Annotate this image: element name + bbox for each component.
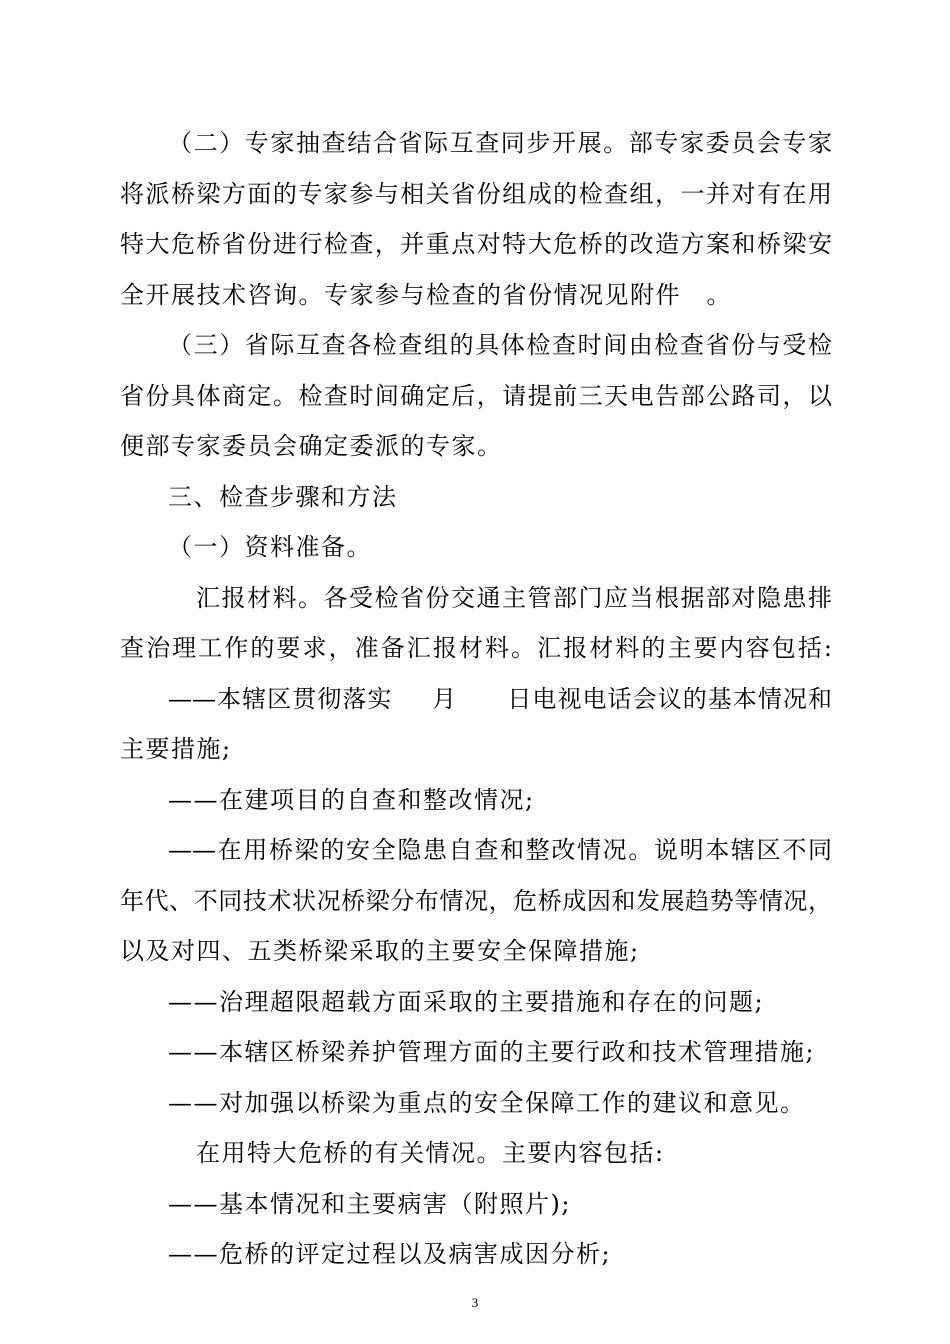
- list-item: ——对加强以桥梁为重点的安全保障工作的建议和意见。: [168, 1089, 806, 1117]
- paragraph-line: 以及对四、五类桥梁采取的主要安全保障措施;: [120, 937, 640, 965]
- paragraph-line: 便部专家委员会确定委派的专家。: [120, 432, 503, 460]
- paragraph-line: 年代、不同技术状况桥梁分布情况，危桥成因和发展趋势等情况，: [120, 887, 832, 915]
- paragraph-line: 全开展技术咨询。专家参与检查的省份情况见附件 。: [120, 281, 732, 309]
- list-item: ——本辖区贯彻落实 月 日电视电话会议的基本情况和: [168, 685, 832, 713]
- list-item: ——在用桥梁的安全隐患自查和整改情况。说明本辖区不同: [168, 836, 832, 864]
- paragraph-line: 汇报材料。各受检省份交通主管部门应当根据部对隐患排: [196, 584, 832, 612]
- paragraph-line: 主要措施;: [120, 735, 232, 763]
- paragraph-line: 特大危桥省份进行检查，并重点对特大危桥的改造方案和桥梁安: [120, 230, 832, 258]
- subsection-heading: （一）资料准备。: [168, 533, 372, 561]
- paragraph-line: 查治理工作的要求，准备汇报材料。汇报材料的主要内容包括:: [120, 634, 832, 662]
- paragraph-line: （二）专家抽查结合省际互查同步开展。部专家委员会专家: [168, 129, 832, 157]
- list-item: ——在建项目的自查和整改情况;: [168, 786, 535, 814]
- list-item: ——基本情况和主要病害（附照片);: [168, 1190, 571, 1218]
- section-heading: 三、检查步骤和方法: [168, 483, 398, 511]
- paragraph-line: （三）省际互查各检查组的具体检查时间由检查省份与受检: [168, 331, 832, 359]
- paragraph-line: 省份具体商定。检查时间确定后，请提前三天电告部公路司，以: [120, 382, 832, 410]
- list-item: ——危桥的评定过程以及病害成因分析;: [168, 1240, 612, 1268]
- list-item: ——治理超限超载方面采取的主要措施和存在的问题;: [168, 988, 765, 1016]
- page-number: 3: [471, 1295, 479, 1310]
- paragraph-line: 将派桥梁方面的专家参与相关省份组成的检查组，一并对有在用: [120, 180, 832, 208]
- paragraph-line: 在用特大危桥的有关情况。主要内容包括:: [196, 1139, 665, 1167]
- list-item: ——本辖区桥梁养护管理方面的主要行政和技术管理措施;: [168, 1038, 816, 1066]
